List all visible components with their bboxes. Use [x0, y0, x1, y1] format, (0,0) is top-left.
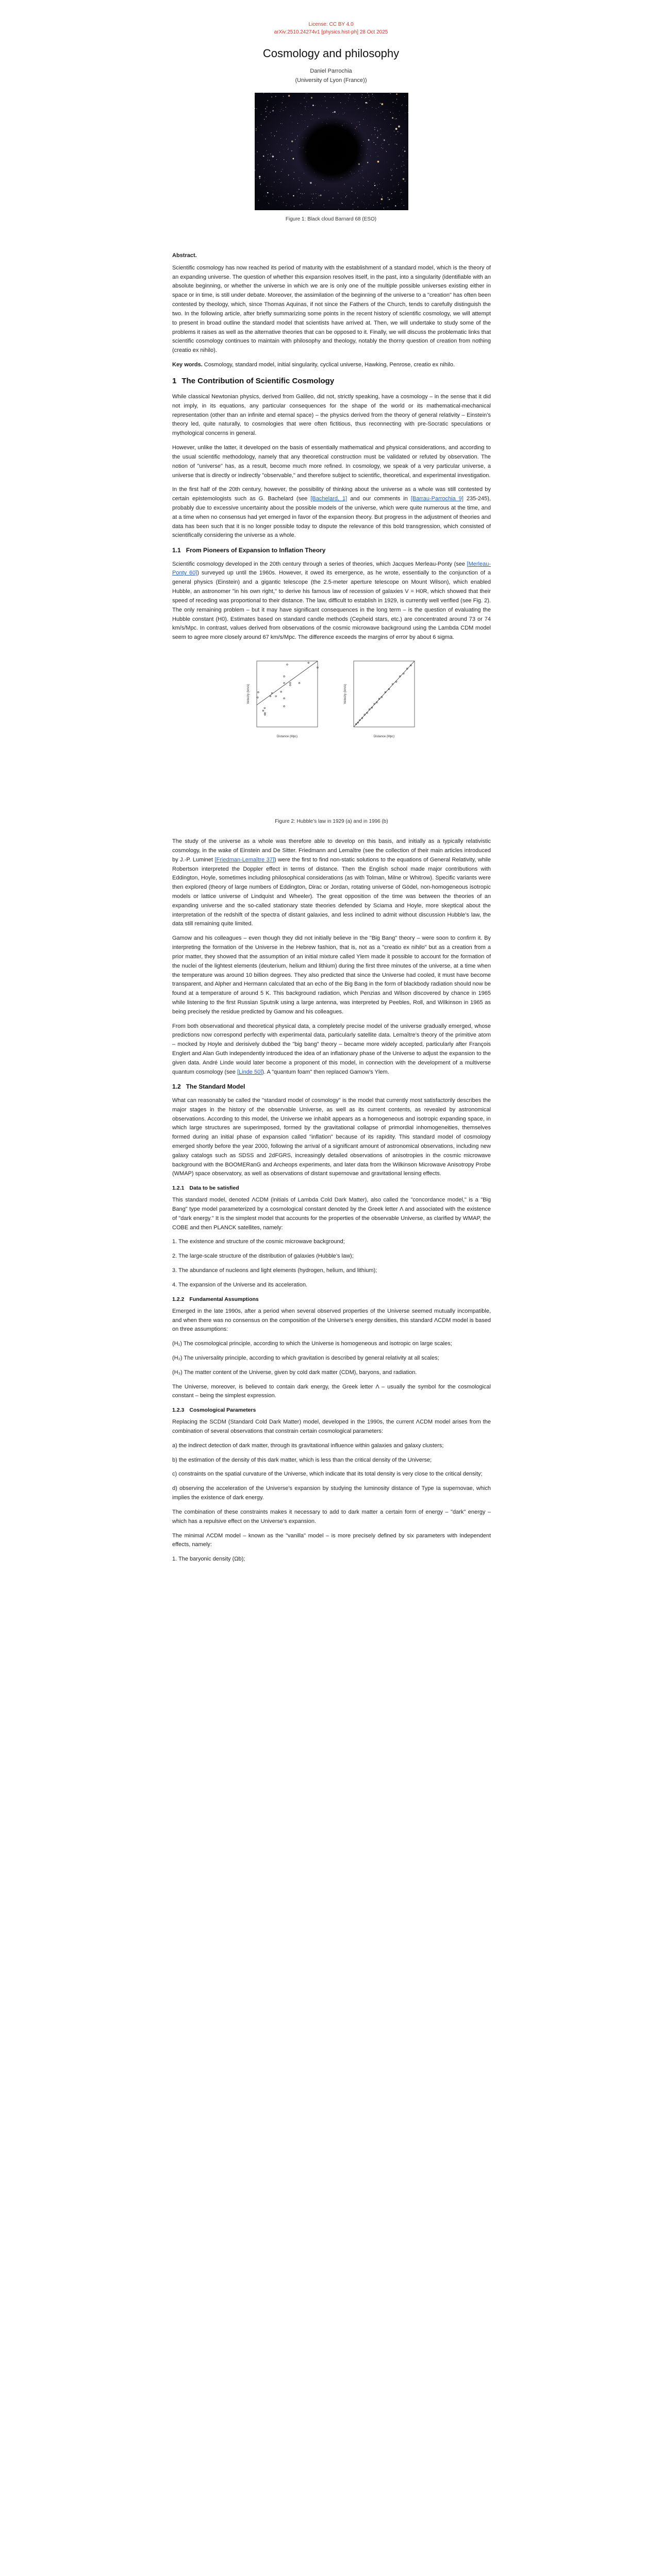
star	[288, 95, 290, 97]
author-affiliation: (University of Lyon (France))	[295, 77, 367, 83]
star	[378, 107, 379, 108]
star	[404, 96, 405, 97]
star	[309, 208, 310, 209]
star	[395, 205, 396, 206]
figure-2	[172, 658, 491, 812]
arxiv-id[interactable]: arXiv:2510.24274v1 [physics.hist-ph] 28 Oct 2025	[274, 29, 388, 35]
star	[399, 111, 400, 112]
star	[318, 197, 319, 198]
section-1-2-2-heading	[172, 1295, 491, 1304]
star	[373, 205, 374, 206]
section-1-2-3-para-3: The minimal ΛCDM model – known as the "vanilla" model – is more precisely defined by six parameters with independent effects, namely:	[172, 1532, 491, 1548]
text-run: ) surveyed up until the 1960s. However, it owed its emergence, as he wrote, essentially to the conjunction of a general physics (Einstein) and a gigantic telescope (the 2.5-meter aperture telescope on Mount Wilson), which enabled Hubble, an astronomer "in his own right," to derive his famous law of recession of galaxies V = H0R, which showed that their speed of receding was proportional to their distance. The law, difficult to establish in 1929, is currently well verified (see Fig. 2). The only remaining problem – but it may have significant consequences in the long term – is the question of evaluating the Hubble constant (H0). Estimates based on standard candle methods (Cepheid stars, etc.) are concentrated around 73 or 74 km/s/Mpc. In contrast, values derived from observations of the cosmic microwave background using the Lambda CDM model seem to agree more closely around 67 km/s/Mpc. The difference exceeds the margins of error by about 6 sigma.	[172, 570, 491, 641]
keywords	[172, 361, 491, 370]
citation-friedman-lemaitre[interactable]: [Friedman-Lemaître 37]	[214, 856, 274, 863]
star	[393, 186, 394, 187]
star	[346, 195, 347, 196]
star	[266, 116, 267, 117]
star	[382, 189, 383, 190]
star	[395, 134, 396, 135]
star	[295, 139, 296, 140]
star	[375, 152, 376, 153]
data-point	[280, 691, 282, 692]
star	[311, 97, 312, 98]
star	[359, 124, 360, 125]
data-point	[275, 696, 277, 697]
star	[396, 93, 397, 94]
star	[391, 193, 392, 194]
star	[374, 127, 375, 128]
star	[407, 159, 408, 160]
star	[366, 102, 367, 104]
star	[276, 159, 277, 160]
section-1-1-number: 1.1	[172, 547, 181, 554]
star	[381, 103, 383, 105]
star	[267, 192, 268, 193]
x-axis-label: Distance (Mpc)	[276, 735, 298, 738]
author-name: Daniel Parrochia	[310, 68, 352, 74]
star	[374, 185, 375, 186]
text-run: The study of the universe as a whole was therefore able to develop on this basis, and initially as a typically relativistic cosmology, in the wake of Einstein and De Sitter. Friedmann and Lemaître (see the collection of their main articles introduced by J.-P. Luminet	[172, 838, 491, 863]
star	[334, 98, 335, 99]
star	[341, 203, 342, 204]
section-1-2-3-para-2: The combination of these constraints makes it necessary to add to dark matter a certain form of energy – "dark" energy – which has a repulsive effect on the Universe’s expansion.	[172, 1509, 491, 1524]
star	[275, 171, 276, 172]
star	[395, 128, 398, 130]
star	[293, 195, 294, 196]
paper-body	[172, 251, 491, 1569]
data-point	[284, 706, 285, 707]
section-1-2-2-para-1: Emerged in the late 1990s, after a period when several observed properties of the Universe seemed mutually incompatible, and when there was no consensus on the composition of the Universe’s energy densities, this standard ΛCDM model is based on three assumptions:	[172, 1308, 491, 1333]
star	[398, 126, 400, 128]
section-1-1-para-4	[172, 1022, 491, 1077]
star	[386, 151, 387, 152]
star	[404, 150, 406, 152]
star	[272, 156, 274, 157]
hubble-1929-plot	[244, 658, 322, 743]
section-1-2-3-number: 1.2.3	[172, 1407, 185, 1414]
section-1-1-para-2	[172, 837, 491, 929]
y-axis-label: Velocity (km/s)	[247, 684, 250, 704]
list-item: c) constraints on the spatial curvature of the Universe, which indicate that its total density is very close to the critical density;	[172, 1471, 483, 1478]
figure-1-image	[255, 93, 408, 210]
star	[389, 144, 390, 145]
section-1-2-2-number: 1.2.2	[172, 1296, 185, 1302]
section-1-2-1-title: Data to be satisfied	[189, 1185, 239, 1192]
text-run: ) were the first to find non-static solutions to the equations of General Relativity, while Robertson interpreted the Doppler effect in terms of distance. Then the English school made major contributions with Eddington, Hoyle, sometimes including philosophical considerations (as with Tolman, Milne or Whitrow). Specific variants were then explored (theory of large numbers of Eddington, Dirac or Jordan, rotating universe of Gödel, non-homogeneous isotropic models or lattice universe of Lindquist and Wheeler). The great opposition of the time was between the theories of an expanding universe and the so-called stationary state theories defended by Sciama and Hoyle, more skeptical about the interpretation of the redshift of the spectra of distant galaxies, and less inclined to admit without discussion Hubble’s law, the data still remaining quite limited.	[172, 856, 491, 927]
star	[367, 125, 368, 126]
star	[292, 158, 294, 159]
section-1-para-1: While classical Newtonian physics, derived from Galileo, did not, strictly speaking, have a cosmology – in the sense that it did not imply, in its equations, any particular consequences for the shape of the world or its mathematical-mechanical representation (other than an infinite and eternal space) – the physics derived from the theory of general relativity – Einstein’s theory led, quite naturally, to cosmologies that were often fictitious, thus reconnecting with pre-Socratic speculations or mythological concerns in general.	[172, 394, 491, 437]
star	[304, 193, 305, 194]
star	[392, 102, 393, 103]
star	[402, 104, 403, 105]
section-1-2-1-heading	[172, 1184, 491, 1193]
section-1-para-2: However, unlike the latter, it developed on the basis of essentially mathematical and physical considerations, and according to the usual scientific methodology, namely that any theoretical construction must be validated or refuted by observation. The notion of "universe" has, as a result, become much more refined. In cosmology, we speak of a very particular universe, a universe that is directly or indirectly "observable," and therefore subject to scientific, theoretical, and experimental investigation.	[172, 445, 491, 479]
data-point	[264, 713, 266, 714]
star	[291, 150, 292, 151]
fit-line	[354, 661, 415, 727]
star	[324, 190, 325, 191]
list-item: 1. The baryonic density (Ωb);	[172, 1556, 245, 1563]
star	[271, 135, 272, 136]
star	[320, 195, 322, 196]
text-run: Scientific cosmology developed in the 20th century through a series of theories, which Jacques Merleau-Ponty (see	[172, 561, 467, 567]
data-point	[284, 682, 285, 684]
license-header	[0, 21, 662, 36]
keywords-text: Cosmology, standard model, initial singularity, cyclical universe, Hawking, Penrose, creatio ex nihilo.	[204, 361, 455, 368]
star	[280, 138, 281, 139]
star	[377, 161, 379, 163]
star	[406, 105, 407, 106]
star	[263, 156, 264, 157]
star	[292, 122, 293, 123]
star	[274, 135, 275, 137]
section-1-para-3	[172, 485, 491, 540]
section-1-2-3-para-1: Replacing the SCDM (Standard Cold Dark Matter) model, developed in the 1990s, the current ΛCDM model arises from the combination of several observations that constrain certain cosmological parameters:	[172, 1419, 491, 1435]
star	[386, 116, 387, 117]
paper-title: Cosmology and philosophy	[262, 47, 400, 60]
star	[325, 100, 326, 101]
star	[312, 203, 313, 204]
star	[256, 129, 257, 130]
star	[297, 135, 298, 136]
data-point	[284, 676, 285, 677]
star	[348, 100, 349, 101]
star	[281, 171, 282, 172]
star	[306, 101, 307, 102]
plot-frame	[257, 661, 318, 727]
star	[293, 178, 294, 179]
star	[381, 106, 382, 107]
section-1-1-para-3: Gamow and his colleagues – even though they did not initially believe in the "Big Bang" theory – were soon to confirm it. By interpreting the formation of the Universe in the Hebrew fashion, that is, not as a "creatio ex nihilo" but as a creation from a prior matter, they showed that the assumption of an initial mixture called Ylem made it possible to account for the formation of the nuclei of the lightest elements (deuterium, helium and lithium) during the first three minutes of the universe, at a time when the temperature was around 10 billion degrees. They also predicted that since the Universe had cooled, it must have become transparent, and Alpher and Hermann calculated that an echo of the Big Bang in the form of blackbody radiation should now be found at a temperature of around 5 K. This background radiation, which Penzias and Wilson discovered by chance in 1965 while listening to the first Russian Sputnik using a large antenna, was interpreted by Peebles, Roll, and Wilkinson in 1965 as being precisely the residue predicted by Gamow and his colleagues.	[172, 935, 491, 1015]
star	[310, 182, 312, 184]
data-point	[287, 664, 288, 665]
fit-line	[257, 661, 318, 705]
data-point	[290, 682, 291, 684]
list-item: (H₁) The cosmological principle, according to which the Universe is homogeneous and isotropic on large scales;	[172, 1341, 452, 1347]
star	[401, 192, 402, 193]
star	[342, 203, 343, 204]
section-1-heading	[172, 375, 491, 387]
star	[382, 196, 383, 197]
star	[293, 108, 294, 109]
star	[384, 140, 385, 141]
list-item: b) the estimation of the density of this dark matter, which is less than the critical density of the Universe;	[172, 1456, 432, 1463]
star	[375, 144, 376, 145]
star	[268, 154, 269, 155]
star	[381, 198, 383, 200]
star	[363, 111, 364, 112]
data-point	[308, 662, 309, 664]
star	[307, 93, 308, 94]
star	[366, 108, 367, 109]
star	[381, 145, 382, 146]
star	[392, 117, 393, 118]
star	[403, 178, 405, 180]
star	[400, 192, 401, 193]
star	[273, 107, 274, 108]
star	[333, 112, 334, 113]
abstract-text: Scientific cosmology has now reached its period of maturity with the establishment of a standard model, which is the theory of an expanding universe. The question of whether this expansion resolves itself, in the past, into a singularity (identifiable with an absolute beginning, or whether the universe in which we are is only one of the multiple possible universes existing either in space or in time, is still under debate. Moreover, the assimilation of the beginning of the universe to a "creation" has often been contested by theology, which, since Thomas Aquinas, if not since the Fathers of the Church, tends to carefully distinguish the two. In the following article, after briefly summarizing some points in the recent history of scientific cosmology, we will attempt to present in broad outline the standard model that scientists have arrived at. Then, we will undertake to study some of the problems it raises as well as the alternative theories that can be opposed to it. Finally, we will discuss the problematic links that scientific cosmology continues to maintain with philosophy and theology, notably the thorny question of creation from nothing (creatio ex nihilo).	[172, 264, 491, 354]
citation-bachelard[interactable]: [Bachelard, 1]	[310, 496, 347, 502]
data-point	[257, 697, 259, 698]
data-point	[258, 691, 259, 693]
star	[377, 137, 378, 138]
star	[270, 112, 271, 113]
data-point	[395, 681, 397, 683]
data-point	[271, 692, 273, 694]
star	[381, 147, 382, 148]
figure-1-caption: Figure 1: Black cloud Barnard 68 (ESO)	[285, 216, 377, 222]
data-point	[284, 698, 285, 699]
star	[259, 178, 260, 179]
star	[360, 173, 361, 174]
star	[404, 147, 405, 148]
star	[367, 162, 369, 163]
figure-2-caption: Figure 2: Hubble’s law in 1929 (a) and in 1996 (b)	[275, 818, 388, 824]
star	[300, 205, 301, 206]
section-1-2-number: 1.2	[172, 1083, 181, 1091]
section-1-2-3-heading	[172, 1406, 491, 1415]
citation-barrau-parrochia[interactable]: [Barrau-Parrochia 9]	[410, 496, 464, 502]
star	[265, 108, 266, 109]
dark-cloud	[296, 116, 368, 184]
data-point	[290, 685, 291, 686]
star	[338, 209, 339, 210]
star	[378, 193, 379, 194]
y-axis-label: Velocity (km/s)	[344, 684, 347, 704]
section-1-2-2-title: Fundamental Assumptions	[189, 1296, 259, 1302]
section-1-2-title: The Standard Model	[186, 1083, 245, 1091]
star	[311, 200, 312, 201]
list-item: d) observing the acceleration of the Universe’s expansion by studying the luminosity distance of Type Ia supernovae, which implies the existence of dark energy.	[172, 1485, 491, 1501]
star	[306, 96, 307, 97]
star	[266, 150, 267, 151]
star	[290, 115, 291, 116]
star	[280, 123, 281, 124]
abstract-label: Abstract.	[172, 252, 197, 259]
star	[259, 176, 260, 177]
section-1-2-para-1: What can reasonably be called the "standard model of cosmology" is the model that currently most satisfactorily describes the major stages in the history of the observable Universe, as well as its current contents, as revealed by astronomical observations. According to this model, the Universe we inhabit appears as a homogeneous and isotropic expanding space, in which large structures are superimposed, formed by the gravitational collapse of primordial inhomogeneities, themselves formed during an initial phase of expansion called "inflation" because of its rapidity. This standard model of cosmology emerged shortly before the year 2000, following the arrival of a significant amount of astronomical observations, including new galaxy catalogs such as SDSS and 2dFGRS, increasingly detailed observations of anisotropies in the cosmic microwave background with the BOOMERanG and Archeops experiments, and later data from the Wilkinson Microwave Anisotropy Probe (WMAP) space observatory, as well as observations of distant supernovae and gravitational lensing effects.	[172, 1097, 491, 1177]
list-item: 2. The large-scale structure of the distribution of galaxies (Hubble’s law);	[172, 1253, 354, 1260]
section-1-2-heading	[172, 1082, 491, 1092]
star	[366, 208, 367, 209]
star	[398, 185, 399, 186]
star	[357, 197, 358, 198]
star	[282, 169, 283, 170]
star	[395, 103, 396, 104]
keywords-label: Key words.	[172, 361, 203, 368]
star	[283, 110, 284, 111]
section-1-2-2-para-2: The Universe, moreover, is believed to contain dark energy, the Greek letter Λ – usually the symbol for the cosmological constant – being the simplest expression.	[172, 1383, 491, 1399]
star	[281, 196, 282, 197]
star	[334, 96, 335, 97]
citation-merleau-ponty[interactable]: [Merleau-Ponty 60]	[172, 561, 491, 577]
star	[373, 142, 374, 143]
text-run: In the first half of the 20th century, however, the possibility of thinking about the universe as a whole was still contested by certain epistemologists such as G. Bachelard (see	[172, 486, 491, 502]
data-point	[264, 707, 266, 709]
section-1-title: The Contribution of Scientific Cosmology	[181, 376, 335, 385]
list-item: a) the indirect detection of dark matter, through its gravitational influence within galaxies and galaxy clusters;	[172, 1442, 444, 1449]
starfield-photo	[255, 93, 408, 210]
list-item: 1. The existence and structure of the cosmic microwave background;	[172, 1239, 345, 1245]
data-point	[270, 696, 271, 697]
x-axis-label: Distance (Mpc)	[373, 735, 395, 738]
list-item: (H₂) The universality principle, according to which gravitation is described by general relativity at all scales;	[172, 1354, 439, 1361]
star	[390, 124, 391, 125]
star	[374, 129, 375, 130]
star	[358, 185, 359, 186]
star	[324, 96, 325, 97]
star	[312, 105, 314, 106]
star	[371, 134, 372, 135]
section-1-1-title: From Pioneers of Expansion to Inflation Theory	[186, 547, 326, 554]
star	[363, 119, 364, 120]
star	[326, 107, 327, 108]
star	[389, 199, 390, 200]
star	[387, 142, 388, 143]
star	[271, 96, 272, 97]
star	[286, 161, 287, 162]
star	[368, 139, 370, 141]
star	[283, 96, 284, 97]
section-1-2-1-number: 1.2.1	[172, 1185, 185, 1192]
list-item: 4. The expansion of the Universe and its acceleration.	[172, 1281, 308, 1288]
star	[256, 108, 257, 109]
text-run: 235-245), probably due to excessive uncertainty about the possible models of the universe, which were quite numerous at the time, and at a time when no consensus had yet emerged in favor of the expansion theory. But progress in the adjustment of theories and data has been such that it is no longer possible today to dispute the relevance of this bold transgression, which consisted of scientifically considering the universe as a whole.	[172, 496, 491, 539]
star	[297, 196, 298, 197]
text-run: and our comments in	[347, 496, 411, 502]
star	[363, 202, 364, 203]
data-point	[262, 710, 264, 711]
section-1-2-1-para-1: This standard model, denoted ΛCDM (initials of Lambda Cold Dark Matter), also called the "concordance model," is a "Big Bang" type model parameterized by a cosmological constant denoted by the Greek letter Λ and associated with the existence of "dark energy." It is the simplest model that accounts for the properties of the observable Universe, as clarified by WMAP, the COBE and then PLANCK satellites, namely:	[172, 1197, 491, 1231]
star	[281, 109, 282, 110]
text-run: From both observational and theoretical physical data, a completely precise model of the universe gradually emerged, whose predictions now correspond perfectly with experimental data, particularly satellite data. Lemaître’s theory of the primitive atom – mocked by Hoyle and derisively dubbed the "big bang" theory – became more widely accepted, particularly after François Englert and Alan Guth independently introduced the idea of an inflationary phase of the Universe to adjust the expansion to the given data. André Linde would later become a proponent of this model, in connection with the development of a multiverse quantum cosmology (see	[172, 1023, 491, 1075]
text-run: ). A "quantum foam" then replaced Gamow’s Ylem.	[262, 1069, 389, 1075]
star	[276, 190, 277, 191]
list-item: 3. The abundance of nucleons and light elements (hydrogen, helium, and lithium);	[172, 1267, 377, 1274]
license-line[interactable]: License: CC BY 4.0	[308, 22, 354, 27]
star	[375, 134, 376, 135]
star	[374, 97, 375, 98]
star	[291, 141, 293, 142]
data-point	[264, 714, 266, 716]
citation-linde[interactable]: [Linde 50]	[237, 1069, 262, 1075]
hubble-1996-plot	[341, 658, 419, 743]
star	[297, 123, 298, 124]
star	[369, 95, 370, 96]
list-item: (H₃) The matter content of the Universe, given by cold dark matter (CDM), baryons, and radiation.	[172, 1369, 417, 1376]
star	[272, 110, 274, 112]
section-1-number: 1	[172, 376, 177, 385]
data-point	[299, 682, 300, 684]
star	[276, 200, 277, 201]
section-1-2-3-title: Cosmological Parameters	[189, 1407, 256, 1414]
star	[334, 111, 336, 113]
star	[315, 105, 316, 106]
star	[266, 186, 267, 187]
star	[342, 108, 343, 109]
star	[270, 165, 271, 166]
section-1-1-para-1	[172, 560, 491, 642]
section-1-1-heading	[172, 546, 491, 555]
